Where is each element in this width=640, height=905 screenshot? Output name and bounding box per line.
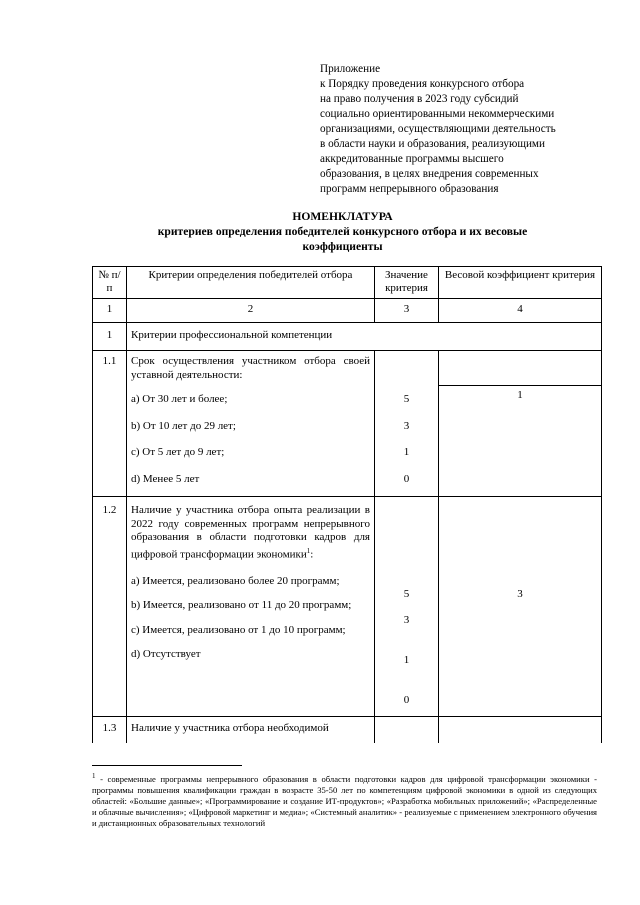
weight-divider (439, 351, 601, 386)
table-header-row (93, 267, 602, 299)
criterion-text: Срок осуществления участником отбора своей уставной деятельности: (131, 355, 370, 381)
col-number: 1 (93, 299, 127, 323)
footnote-mark: 1 (92, 772, 96, 780)
appendix-line: в области науки и образования, реализующими (320, 138, 545, 150)
footnote-text: - современные программы непрерывного образования в области подготовки кадров для цифровой трансформации экономики - программы повышения квалификации граждан в возрасте 35-50 лет по компетенциям цифровой экономики в одной из следующих областей: «Большие данные»; «Программирование и создание ИТ-продуктов»; «Разработка мобильных приложений»; «Распределенные и облачные вычисления»; «Цифровой маркетинг и медиа»; «Системный аналитик» - реализуемые с применением электронного обучения и дистанционных образовательных технологий (92, 773, 597, 828)
weight-cell (439, 351, 602, 497)
footnote (92, 771, 597, 829)
appendix-line: социально ориентированными некоммерческими (320, 108, 555, 120)
appendix-line: программ непрерывного образования (320, 183, 499, 195)
section-row (93, 323, 602, 351)
option-text: b) От 10 лет до 29 лет; (131, 419, 236, 432)
option-text: d) Отсутствует (131, 648, 201, 661)
value-text: 5 (403, 393, 410, 405)
header-weight: Весовой коэффициент критерия (439, 267, 602, 299)
section-num: 1 (93, 323, 127, 351)
criterion-text (131, 504, 370, 562)
value-cell (375, 497, 439, 717)
appendix-line: к Порядку проведения конкурсного отбора (320, 78, 525, 90)
option-text: d) Менее 5 лет (131, 472, 200, 485)
criterion-text-tail: : (310, 548, 314, 561)
column-number-row (93, 299, 602, 323)
appendix-line: на право получения в 2023 году субсидий (320, 93, 519, 105)
col-number: 3 (375, 299, 439, 323)
footnote-ref: 1 (306, 546, 311, 555)
option-text: а) От 30 лет и более; (131, 393, 228, 405)
value-text: 3 (403, 420, 410, 432)
document-subtitle: критериев определения победителей конкурсного отбора и их весовые коэффициенты (157, 225, 528, 253)
criterion-text: Наличие у участника отбора необходимой (127, 717, 375, 743)
option-text: с) Имеется, реализовано от 1 до 10 программ; (131, 623, 346, 636)
appendix-line: организациями, осуществляющими деятельность (320, 123, 556, 135)
weight-cell (439, 497, 602, 717)
table-row (93, 497, 602, 717)
value-text: 0 (403, 473, 410, 485)
appendix-line: Приложение (320, 63, 381, 75)
value-text: 0 (403, 694, 410, 706)
row-num: 1.1 (93, 351, 127, 497)
col-number: 4 (439, 299, 602, 323)
row-num: 1.2 (93, 497, 127, 717)
appendix-block (320, 62, 610, 197)
option-text: а) Имеется, реализовано более 20 программ; (131, 574, 340, 587)
header-value: Значение критерия (375, 267, 439, 299)
value-text: 5 (403, 588, 410, 600)
header-criteria: Критерии определения победителей отбора (127, 267, 375, 299)
section-title: Критерии профессиональной компетенции (127, 323, 602, 351)
value-text: 1 (403, 654, 410, 666)
criterion-cell (127, 351, 375, 497)
weight-value: 1 (517, 389, 523, 401)
criterion-cell (127, 497, 375, 717)
footnote-divider (92, 765, 242, 766)
weight-cell (439, 717, 602, 743)
value-text: 3 (403, 614, 410, 626)
appendix-line: аккредитованные программы высшего (320, 153, 504, 165)
appendix-line: образования, в целях внедрения современных (320, 168, 539, 180)
criteria-table (92, 266, 602, 743)
value-cell (375, 717, 439, 743)
option-text: с) От 5 лет до 9 лет; (131, 446, 225, 458)
value-text: 1 (403, 446, 410, 458)
row-num: 1.3 (93, 717, 127, 743)
header-num: № п/п (93, 267, 127, 299)
option-text: b) Имеется, реализовано от 11 до 20 программ; (131, 599, 352, 612)
col-number: 2 (127, 299, 375, 323)
table-row (93, 717, 602, 743)
value-cell (375, 351, 439, 497)
criterion-text-body: Наличие у участника отбора опыта реализации в 2022 году современных программ непрерывного образования в области подготовки кадров для цифровой трансформации экономики (131, 504, 370, 561)
weight-value: 3 (517, 588, 523, 600)
document-title: НОМЕНКЛАТУРА (292, 210, 393, 223)
table-row (93, 351, 602, 497)
